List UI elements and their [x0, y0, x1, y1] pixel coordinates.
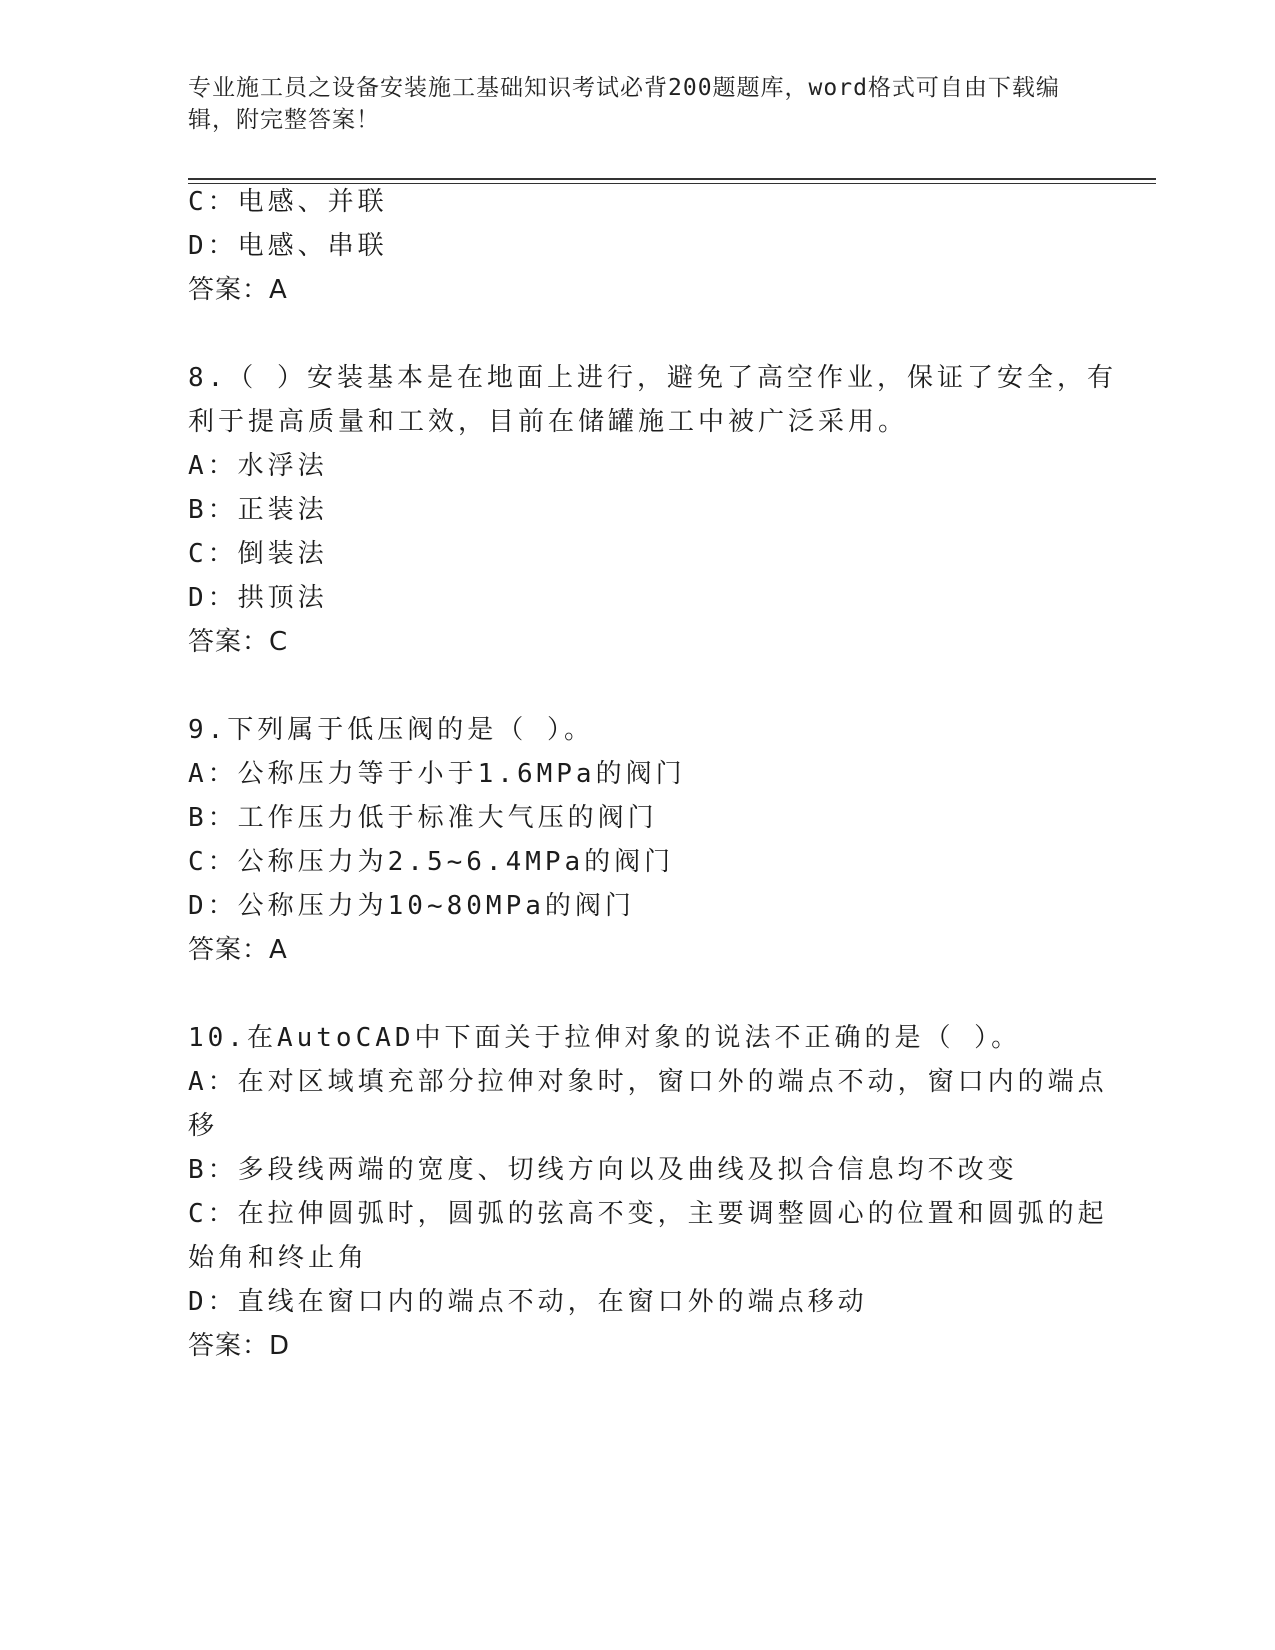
- q8-stem-line2: 利于提高质量和工效，目前在储罐施工中被广泛采用。: [188, 407, 909, 437]
- document-header: 专业施工员之设备安装施工基础知识考试必背200题题库，word格式可自由下载编辑，附完整答案！: [188, 75, 1060, 133]
- q7-option-c: C：电感、并联: [188, 187, 388, 217]
- q10-option-a-line1: A：在对区域填充部分拉伸对象时，窗口外的端点不动，窗口内的端点: [188, 1067, 1108, 1097]
- q8-option-c: C：倒装法: [188, 539, 328, 569]
- q8-option-b: B：正装法: [188, 495, 328, 525]
- q7-answer: 答案：A: [188, 275, 288, 305]
- header-rule-thin: [188, 183, 1156, 184]
- q9-option-c: C：公称压力为2.5~6.4MPa的阀门: [188, 847, 675, 877]
- q9-option-b: B：工作压力低于标准大气压的阀门: [188, 803, 658, 833]
- q9-answer: 答案：A: [188, 935, 288, 965]
- q9-stem: 9.下列属于低压阀的是（ ）。: [188, 715, 594, 745]
- q10-answer: 答案：D: [188, 1331, 291, 1361]
- q10-option-d: D：直线在窗口内的端点不动，在窗口外的端点移动: [188, 1287, 868, 1317]
- q10-stem: 10.在AutoCAD中下面关于拉伸对象的说法不正确的是（ ）。: [188, 1023, 1022, 1053]
- q9-option-d: D：公称压力为10~80MPa的阀门: [188, 891, 635, 921]
- q7-option-d: D：电感、串联: [188, 231, 388, 261]
- q8-stem-line1: 8.（ ）安装基本是在地面上进行，避免了高空作业，保证了安全，有: [188, 363, 1117, 393]
- q8-option-d: D：拱顶法: [188, 583, 328, 613]
- q10-option-b: B：多段线两端的宽度、切线方向以及曲线及拟合信息均不改变: [188, 1155, 1018, 1185]
- q10-option-c-line1: C：在拉伸圆弧时，圆弧的弦高不变，主要调整圆心的位置和圆弧的起: [188, 1199, 1108, 1229]
- q9-option-a: A：公称压力等于小于1.6MPa的阀门: [188, 759, 686, 789]
- q8-answer: 答案：C: [188, 627, 289, 657]
- q10-option-c-line2: 始角和终止角: [188, 1243, 369, 1273]
- q10-option-a-line2: 移: [188, 1111, 219, 1141]
- q8-option-a: A：水浮法: [188, 451, 328, 481]
- header-rule-thick: [188, 178, 1156, 180]
